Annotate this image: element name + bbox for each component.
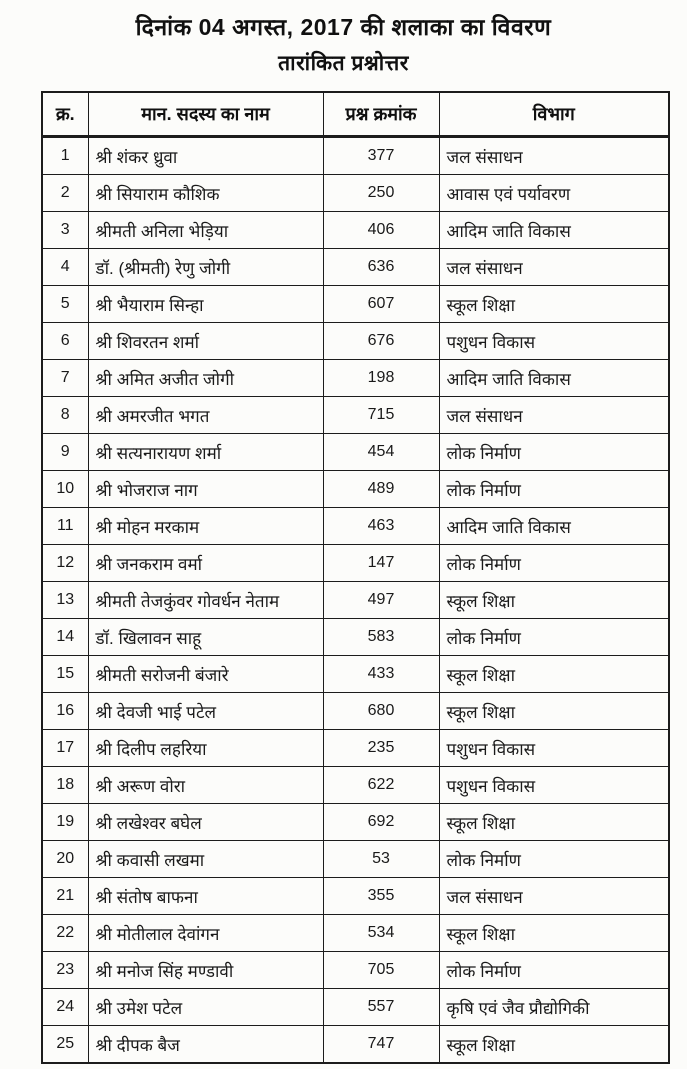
department-cell: पशुधन विकास — [439, 767, 669, 804]
member-name-cell: श्री अमित अजीत जोगी — [88, 360, 323, 397]
table-row — [42, 323, 669, 360]
serial-cell: 14 — [42, 619, 88, 656]
question-number-cell: 355 — [323, 878, 439, 915]
question-number-cell: 235 — [323, 730, 439, 767]
table-row — [42, 1026, 669, 1064]
department-cell: स्कूल शिक्षा — [439, 1026, 669, 1064]
member-name-cell: श्री कवासी लखमा — [88, 841, 323, 878]
question-number-cell: 747 — [323, 1026, 439, 1064]
serial-cell: 17 — [42, 730, 88, 767]
question-number-cell: 607 — [323, 286, 439, 323]
table-row — [42, 286, 669, 323]
member-name-cell: श्री लखेश्वर बघेल — [88, 804, 323, 841]
serial-cell: 18 — [42, 767, 88, 804]
question-number-cell: 557 — [323, 989, 439, 1026]
question-number-cell: 622 — [323, 767, 439, 804]
table-row — [42, 730, 669, 767]
serial-cell: 11 — [42, 508, 88, 545]
table-row — [42, 915, 669, 952]
member-name-cell: श्री संतोष बाफना — [88, 878, 323, 915]
serial-cell: 16 — [42, 693, 88, 730]
table-row — [42, 952, 669, 989]
table-row — [42, 212, 669, 249]
table-row — [42, 508, 669, 545]
question-number-cell: 463 — [323, 508, 439, 545]
department-cell: जल संसाधन — [439, 137, 669, 175]
question-number-cell: 53 — [323, 841, 439, 878]
department-cell: कृषि एवं जैव प्रौद्योगिकी — [439, 989, 669, 1026]
department-cell: जल संसाधन — [439, 878, 669, 915]
serial-cell: 1 — [42, 137, 88, 175]
serial-cell: 6 — [42, 323, 88, 360]
question-number-cell: 497 — [323, 582, 439, 619]
table-header-row — [42, 92, 669, 137]
department-cell: पशुधन विकास — [439, 323, 669, 360]
serial-cell: 23 — [42, 952, 88, 989]
serial-cell: 10 — [42, 471, 88, 508]
table-row — [42, 545, 669, 582]
member-name-cell: श्री जनकराम वर्मा — [88, 545, 323, 582]
header-department: विभाग — [439, 92, 669, 137]
member-name-cell: श्री शंकर ध्रुवा — [88, 137, 323, 175]
header-serial: क्र. — [42, 92, 88, 137]
serial-cell: 19 — [42, 804, 88, 841]
serial-cell: 22 — [42, 915, 88, 952]
department-cell: आदिम जाति विकास — [439, 212, 669, 249]
department-cell: आदिम जाति विकास — [439, 360, 669, 397]
serial-cell: 12 — [42, 545, 88, 582]
question-number-cell: 676 — [323, 323, 439, 360]
serial-cell: 7 — [42, 360, 88, 397]
table-row — [42, 619, 669, 656]
member-name-cell: डॉ. (श्रीमती) रेणु जोगी — [88, 249, 323, 286]
question-number-cell: 489 — [323, 471, 439, 508]
department-cell: स्कूल शिक्षा — [439, 286, 669, 323]
department-cell: लोक निर्माण — [439, 434, 669, 471]
department-cell: लोक निर्माण — [439, 952, 669, 989]
member-name-cell: श्री भैयाराम सिन्हा — [88, 286, 323, 323]
member-name-cell: श्री मनोज सिंह मण्डावी — [88, 952, 323, 989]
department-cell: आदिम जाति विकास — [439, 508, 669, 545]
page-title: दिनांक 04 अगस्त, 2017 की शलाका का विवरण — [135, 14, 552, 40]
member-name-cell: श्री दिलीप लहरिया — [88, 730, 323, 767]
question-number-cell: 406 — [323, 212, 439, 249]
serial-cell: 5 — [42, 286, 88, 323]
department-cell: स्कूल शिक्षा — [439, 804, 669, 841]
page-subtitle: तारांकित प्रश्नोत्तर — [278, 52, 409, 76]
member-name-cell: श्री मोहन मरकाम — [88, 508, 323, 545]
department-cell: जल संसाधन — [439, 397, 669, 434]
serial-cell: 24 — [42, 989, 88, 1026]
serial-cell: 21 — [42, 878, 88, 915]
question-number-cell: 705 — [323, 952, 439, 989]
question-number-cell: 147 — [323, 545, 439, 582]
serial-cell: 15 — [42, 656, 88, 693]
table-row — [42, 693, 669, 730]
serial-cell: 13 — [42, 582, 88, 619]
question-number-cell: 454 — [323, 434, 439, 471]
department-cell: स्कूल शिक्षा — [439, 582, 669, 619]
department-cell: स्कूल शिक्षा — [439, 915, 669, 952]
serial-cell: 8 — [42, 397, 88, 434]
department-cell: जल संसाधन — [439, 249, 669, 286]
member-name-cell: श्रीमती सरोजनी बंजारे — [88, 656, 323, 693]
member-name-cell: श्री सत्यनारायण शर्मा — [88, 434, 323, 471]
member-name-cell: श्री देवजी भाई पटेल — [88, 693, 323, 730]
department-cell: स्कूल शिक्षा — [439, 693, 669, 730]
member-name-cell: डॉ. खिलावन साहू — [88, 619, 323, 656]
department-cell: लोक निर्माण — [439, 841, 669, 878]
department-cell: पशुधन विकास — [439, 730, 669, 767]
table-row — [42, 175, 669, 212]
table-row — [42, 137, 669, 175]
question-number-cell: 433 — [323, 656, 439, 693]
member-name-cell: श्री भोजराज नाग — [88, 471, 323, 508]
table-row — [42, 841, 669, 878]
member-name-cell: श्री सियाराम कौशिक — [88, 175, 323, 212]
member-name-cell: श्री शिवरतन शर्मा — [88, 323, 323, 360]
department-cell: लोक निर्माण — [439, 471, 669, 508]
serial-cell: 25 — [42, 1026, 88, 1064]
table-row — [42, 656, 669, 693]
member-name-cell: श्री अरूण वोरा — [88, 767, 323, 804]
department-cell: लोक निर्माण — [439, 545, 669, 582]
table-row — [42, 767, 669, 804]
table-row — [42, 397, 669, 434]
serial-cell: 9 — [42, 434, 88, 471]
question-number-cell: 715 — [323, 397, 439, 434]
question-number-cell: 583 — [323, 619, 439, 656]
department-cell: स्कूल शिक्षा — [439, 656, 669, 693]
header-member-name: मान. सदस्य का नाम — [88, 92, 323, 137]
serial-cell: 2 — [42, 175, 88, 212]
serial-cell: 3 — [42, 212, 88, 249]
member-name-cell: श्री अमरजीत भगत — [88, 397, 323, 434]
table-row — [42, 878, 669, 915]
question-number-cell: 377 — [323, 137, 439, 175]
question-number-cell: 250 — [323, 175, 439, 212]
table-row — [42, 360, 669, 397]
serial-cell: 4 — [42, 249, 88, 286]
question-number-cell: 636 — [323, 249, 439, 286]
question-number-cell: 680 — [323, 693, 439, 730]
department-cell: लोक निर्माण — [439, 619, 669, 656]
department-cell: आवास एवं पर्यावरण — [439, 175, 669, 212]
member-name-cell: श्री दीपक बैज — [88, 1026, 323, 1064]
table-row — [42, 582, 669, 619]
starred-questions-table — [41, 91, 670, 1064]
question-number-cell: 534 — [323, 915, 439, 952]
question-number-cell: 692 — [323, 804, 439, 841]
member-name-cell: श्रीमती तेजकुंवर गोवर्धन नेताम — [88, 582, 323, 619]
table-row — [42, 989, 669, 1026]
table-body — [42, 137, 669, 1064]
question-number-cell: 198 — [323, 360, 439, 397]
table-row — [42, 249, 669, 286]
header-question-number: प्रश्न क्रमांक — [323, 92, 439, 137]
table-row — [42, 804, 669, 841]
member-name-cell: श्री उमेश पटेल — [88, 989, 323, 1026]
serial-cell: 20 — [42, 841, 88, 878]
table-row — [42, 434, 669, 471]
member-name-cell: श्री मोतीलाल देवांगन — [88, 915, 323, 952]
table-row — [42, 471, 669, 508]
member-name-cell: श्रीमती अनिला भेड़िया — [88, 212, 323, 249]
